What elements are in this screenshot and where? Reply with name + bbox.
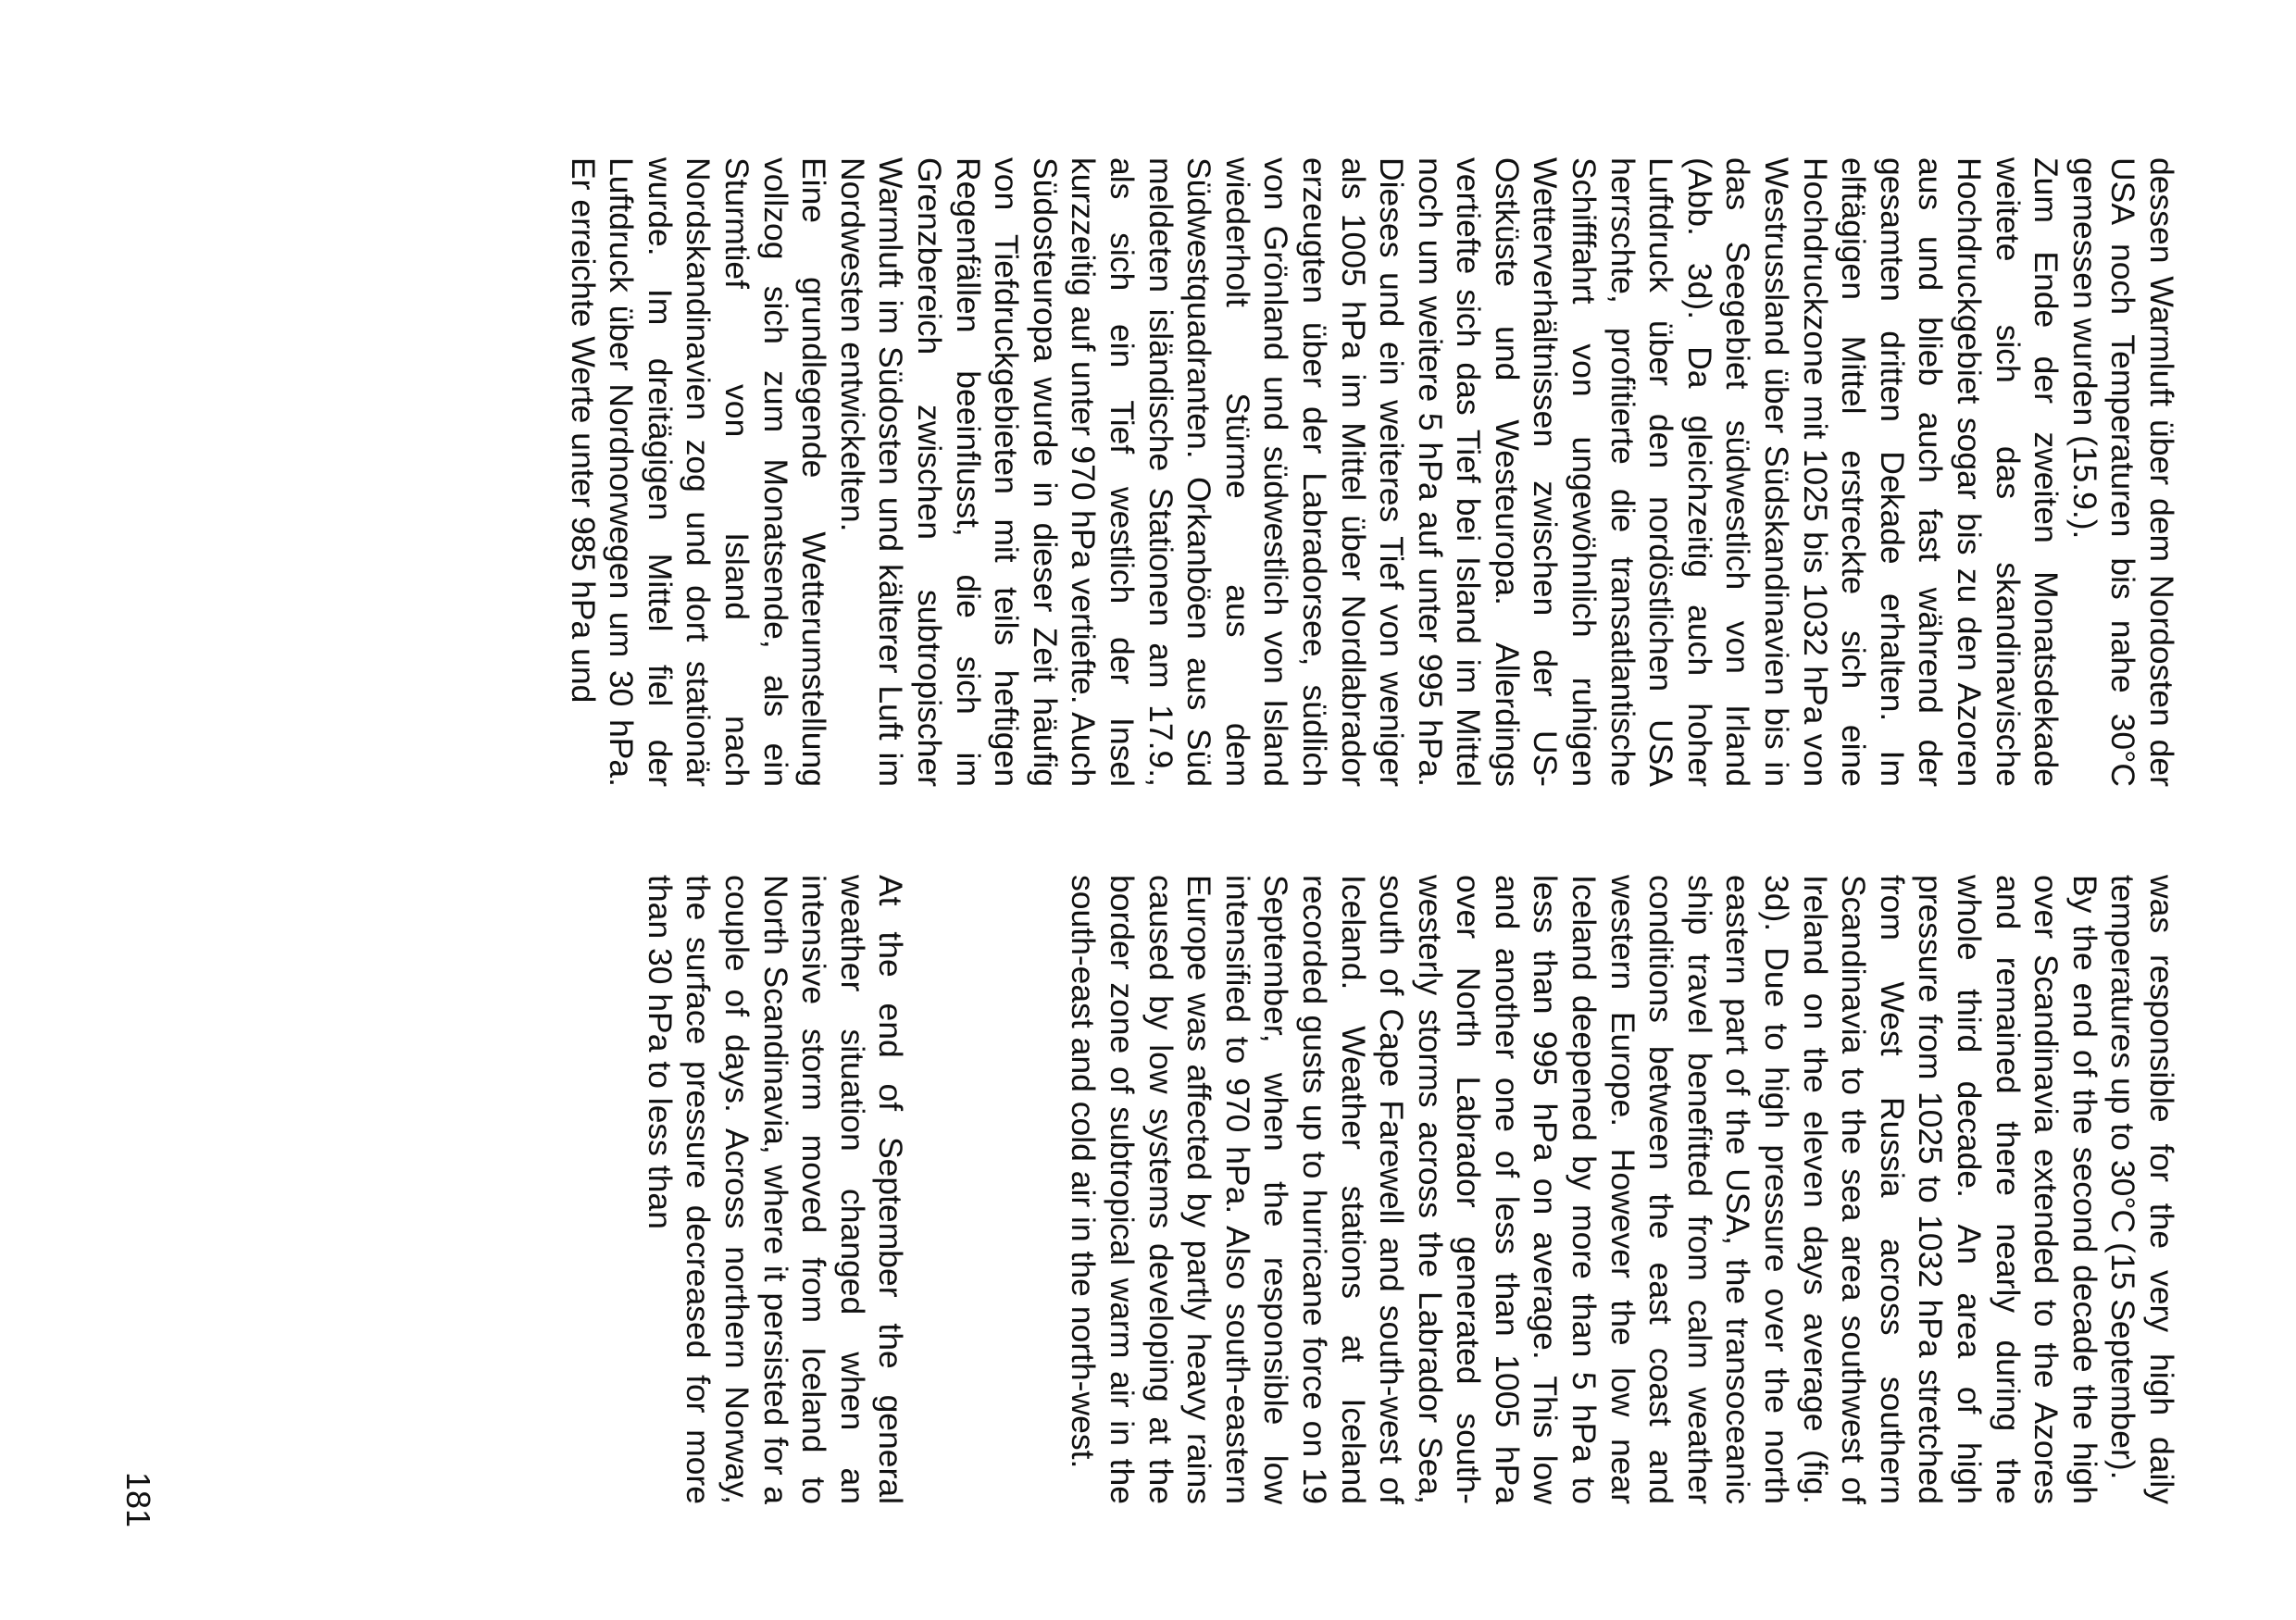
english-paragraph-1: was responsible for the very high daily temperatures up to 30°C (15 September). [2104,875,2180,1504]
english-text-column [640,875,2180,1504]
english-paragraph-2: By the end of the second decade the high over Scandinavia extended to the Azores and remained there nearly during the whole third decade. An area of high pressure from 1025 to 1032 hPa stretched from West Russia across southern Scandinavia to the sea area southwest of Ireland on the eleven days average (fig. 3d). Due to high pressure over the north eastern part of the USA, the transoceanic ship travel benefitted from calm weather conditions between the east coast and western Europe. However the low near Iceland deepened by more than 5 hPa to less than 995 hPa on average. This low and another one of less than 1005 hPa over North Labrador generated south-westerly storms across the Labrador Sea, south of Cape Farewell and south-west of Iceland. Weather stations at Iceland recorded gusts up to hurricane force on 19 September, when the responsible low intensified to 970 hPa. Also south-eastern Europe was affected by partly heavy rains caused by low systems developing at the border zone of subtropical warm air in the south-east and cold air in the north-west. [1065,875,2103,1504]
german-paragraph-3: Eine grundlegende Wetterumstellung vollzog sich zum Monatsende, als ein Sturmtief von Island nach Nordskandinavien zog und dort stationär wurde. Im dreitägigen Mittel fiel der Luftdruck über Nordnorwegen um 30 hPa. Er erreichte Werte unter 985 hPa und [564,157,833,787]
german-paragraph-1: dessen Warmluft über dem Nordosten der USA noch Temperaturen bis nahe 30°C gemessen wurden (15.9.). [2065,157,2180,787]
paragraph-gap [1025,875,1064,1504]
english-paragraph-3: At the end of September the general weather situation changed when an intensive storm moved from Iceland to North Scandinavia, where it persisted for a couple of days. Across northern Norway, the surface pressure decreased for more than 30 hPa to less than [641,875,910,1504]
german-text-column [563,157,2180,787]
paragraph-gap [987,875,1026,1504]
german-paragraph-2: Zum Ende der zweiten Monatsdekade weitete sich das skandinavische Hochdruckgebiet sogar bis zu den Azoren aus und blieb auch fast während der gesamten dritten Dekade erhalten. Im elftägigen Mittel erstreckte sich eine Hochdruckzone mit 1025 bis 1032 hPa von Westrussland über Südskandinavien bis in das Seegebiet südwestlich von Irland (Abb. 3d). Da gleichzeitig auch hoher Luftdruck über den nordöstlichen USA herrschte, profitierte die transatlantische Schifffahrt von ungewöhnlich ruhigen Wetterverhältnissen zwischen der US-Ostküste und Westeuropa. Allerdings vertiefte sich das Tief bei Island im Mittel noch um weitere 5 hPa auf unter 995 hPa. Dieses und ein weiteres Tief von weniger als 1005 hPa im Mittel über Nordlabrador erzeugten über der Labradorsee, südlich von Grönland und südwestlich von Island wiederholt Stürme aus dem Südwestquadranten. Orkanböen aus Süd meldeten isländische Stationen am 17.9., als sich ein Tief westlich der Insel kurzzeitig auf unter 970 hPa vertiefte. Auch Südosteuropa wurde in dieser Zeit häufig von Tiefdruckgebieten mit teils heftigen Regenfällen beeinflusst, die sich im Grenzbereich zwischen subtropischer Warmluft im Südosten und kälterer Luft im Nordwesten entwickelten. [833,157,2065,787]
page-number: 181 [119,1472,157,1528]
paragraph-gap [909,875,948,1504]
paragraph-gap [948,875,987,1504]
